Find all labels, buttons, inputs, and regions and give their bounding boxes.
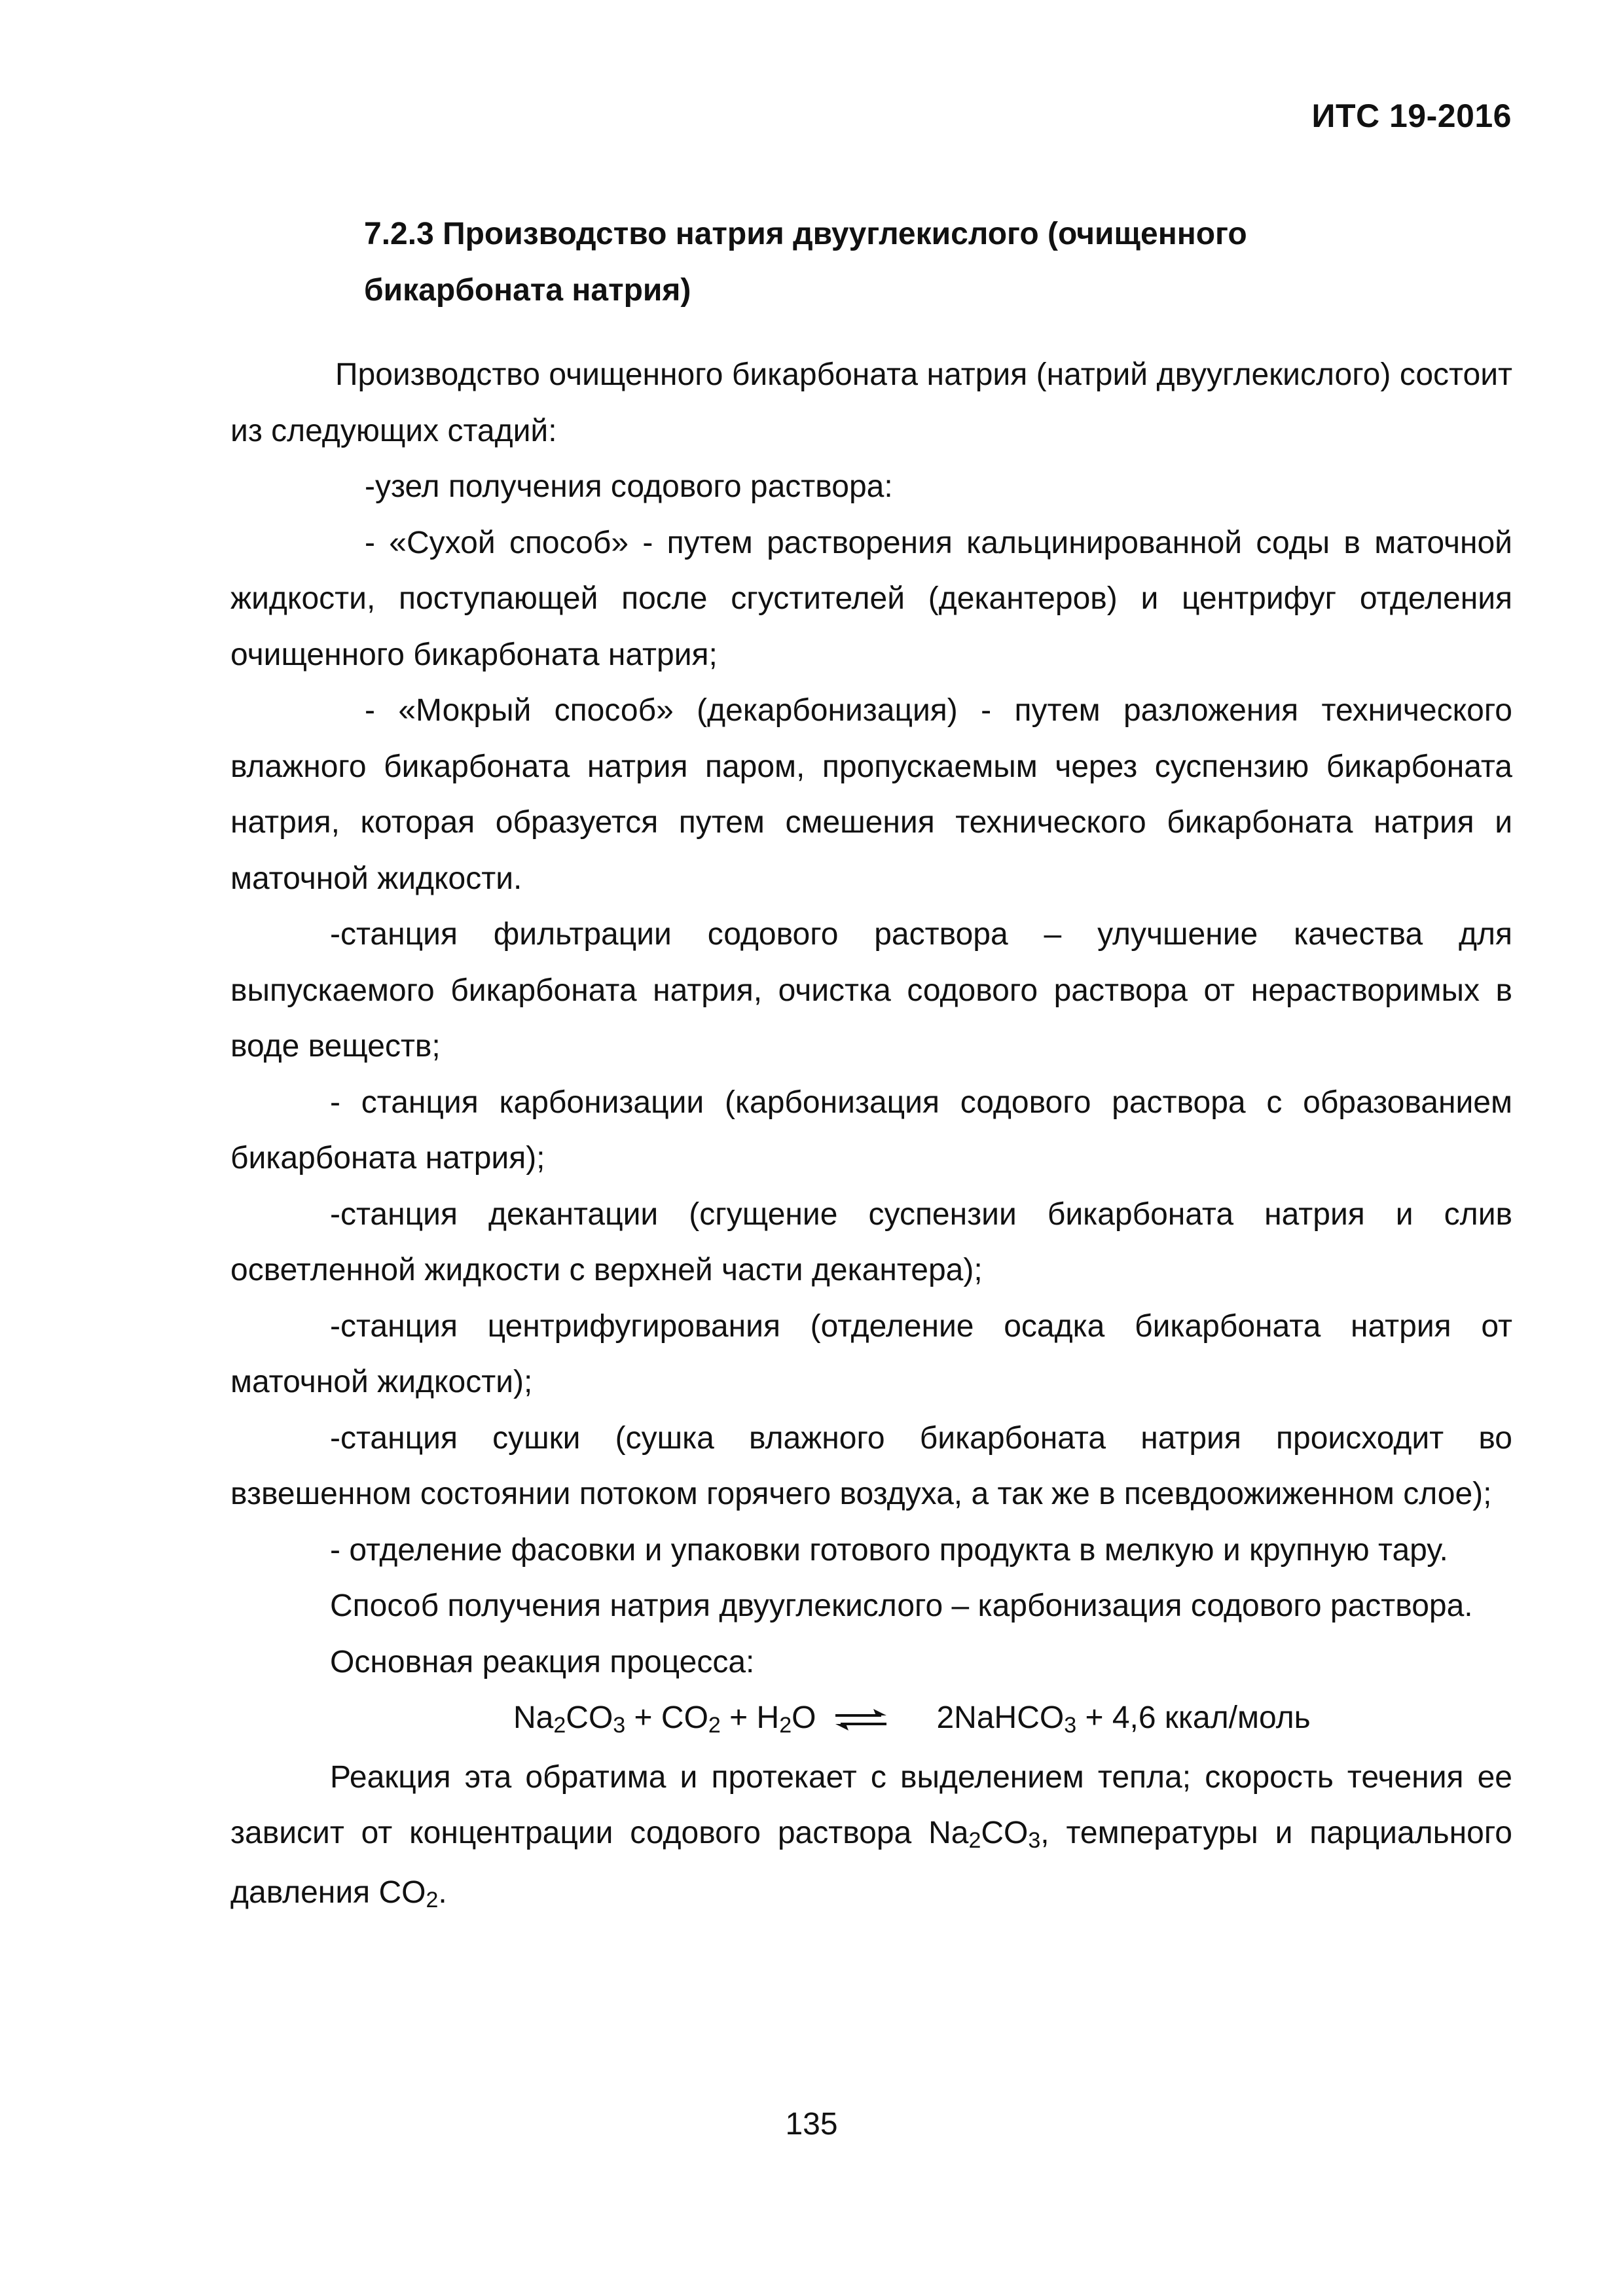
paragraph-dry-method: - «Сухой способ» - путем растворения кальцинированной соды в маточной жидкости, поступающей после сгустителей (декантеров) и центрифуг отделения очищенного бикарбоната натрия; [230, 525, 1512, 672]
paragraph-drying-station: -станция сушки (сушка влажного бикарбоната натрия происходит во взвешенном состоянии потоком горячего воздуха, а так же в псевдоожиженном слое); [230, 1420, 1512, 1511]
paragraph-decantation-station: -станция декантации (сгущение суспензии бикарбоната натрия и слив осветленной жидкости с верхней части декантера); [230, 1196, 1512, 1287]
section-title-line-2: бикарбоната натрия) [364, 273, 691, 308]
paragraph-intro: Производство очищенного бикарбоната натрия (натрий двууглекислого) состоит из следующих стадий: [230, 357, 1512, 448]
paragraph-wet-method: - «Мокрый способ» (декарбонизация) - путем разложения технического влажного бикарбоната натрия паром, пропускаемым через суспензию бикарбоната натрия, которая образуется путем смешения технического бикарбоната натрия и маточной жидкости. [230, 693, 1512, 896]
paragraph-main-reaction-label: Основная реакция процесса: [330, 1644, 755, 1679]
paragraph-production-method: Способ получения натрия двууглекислого – карбонизация содового раствора. [330, 1588, 1473, 1623]
section-title [364, 206, 1346, 319]
equilibrium-arrows-icon [833, 1706, 889, 1732]
paragraph-filtration-station: -станция фильтрации содового раствора – улучшение качества для выпускаемого бикарбоната натрия, очистка содового раствора от нерастворимых в воде веществ; [230, 917, 1512, 1064]
paragraph-carbonization-station: - станция карбонизации (карбонизация содового раствора с образованием бикарбоната натрия); [230, 1085, 1512, 1175]
paragraph-packaging-department: - отделение фасовки и упаковки готового продукта в мелкую и крупную тару. [330, 1532, 1448, 1568]
page-number: 135 [785, 2107, 838, 2142]
paragraph-soda-solution-unit: -узел получения содового раствора: [365, 469, 893, 504]
reaction-equation: $Na_2CO_3 + CO_2 + H_2O$ 2NaHCO$_3$ + 4,6 ккал/моль [513, 1700, 1311, 1738]
paragraph-reaction-notes: Реакция эта обратима и протекает с выделением тепла; скорость течения ее зависит от концентрации содового раствора Na2CO3, температуры и парциального давления CO2. [230, 1759, 1513, 1912]
document-code-header: ИТС 19-2016 [1311, 98, 1512, 134]
section-title-line-1: 7.2.3 Производство натрия двууглекислого (очищенного [364, 217, 1247, 251]
document-body [230, 347, 1512, 1924]
paragraph-centrifugation-station: -станция центрифугирования (отделение осадка бикарбоната натрия от маточной жидкости); [230, 1308, 1512, 1399]
